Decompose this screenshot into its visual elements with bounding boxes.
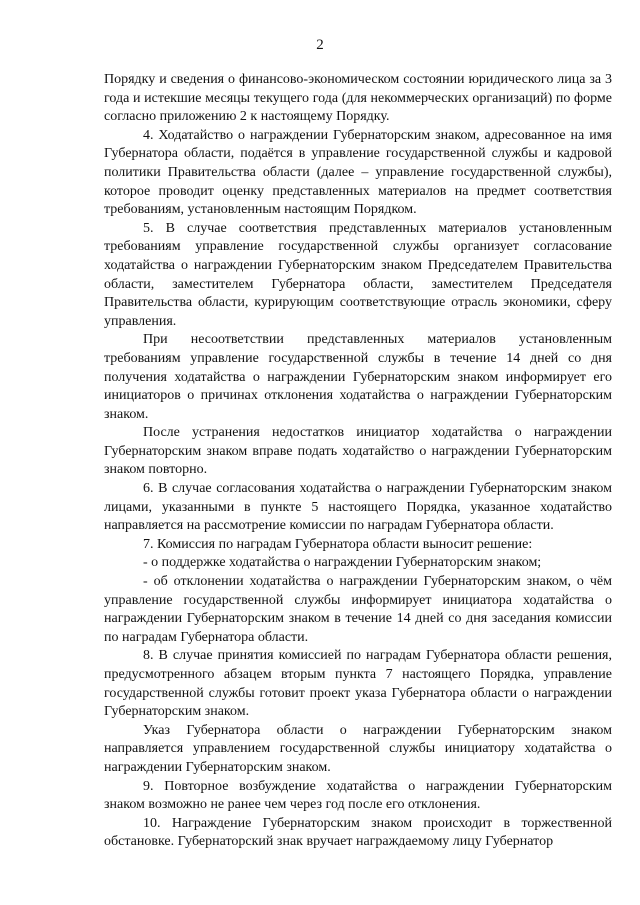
paragraph-item-6: 6. В случае согласования ходатайства о награждении Губернаторским знаком лицами, указанными в пункте 5 настоящего Порядка, указанное ходатайство направляется на рассмотрение комиссии по наградам Губернатора области.	[104, 481, 612, 534]
paragraph-resubmission: После устранения недостатков инициатор ходатайства о награждении Губернаторским знаком вправе подать ходатайство о награждении Губернаторским знаком повторно.	[104, 425, 612, 478]
paragraph-item-4: 4. Ходатайство о награждении Губернаторским знаком, адресованное на имя Губернатора области, подаётся в управление государственной службы и кадровой политики Правительства области (далее – управление государственной службы), которое проводит оценку представленных материалов на предмет соответствия требованиям, установленным настоящим Порядком.	[104, 127, 612, 218]
paragraph-item-7-reject: - об отклонении ходатайства о награждении Губернаторским знаком, о чём управление государственной службы информирует инициатора ходатайства о награждении Губернаторским знаком в течение 14 дней со дня заседания комиссии по наградам Губернатора области.	[104, 574, 612, 645]
paragraph-item-10: 10. Награждение Губернаторским знаком происходит в торжественной обстановке. Губернаторский знак вручает награждаемому лицу Губернатор	[104, 815, 612, 850]
paragraph-noncompliance: При несоответствии представленных материалов установленным требованиям управление государственной службы в течение 14 дней со дня получения ходатайства о награждении Губернаторским знаком информирует его инициаторов о причинах отклонения ходатайства о награждении Губернаторским знаком.	[104, 332, 612, 422]
page-number: 2	[316, 37, 324, 53]
paragraph-continuation: Порядку и сведения о финансово-экономическом состоянии юридического лица за 3 года и истекшие месяцы текущего года (для некоммерческих организаций) по форме согласно приложению 2 к настоящему Порядку.	[104, 72, 612, 125]
paragraph-decree: Указ Губернатора области о награждении Губернаторским знаком направляется управлением государственной службы инициатору ходатайства о награждении Губернаторским знаком.	[104, 722, 612, 775]
paragraph-item-7-support: - о поддержке ходатайства о награждении Губернаторским знаком;	[143, 555, 542, 571]
paragraph-item-5: 5. В случае соответствия представленных материалов установленным требованиям управление государственной службы организует согласование ходатайства о награждении Губернаторским знаком Председателем Правительства области, заместителем Губернатора области, заместителем Председателя Правительства области, курирующим соответствующие отрасль экономики, сферу управления.	[104, 220, 612, 329]
paragraph-item-9: 9. Повторное возбуждение ходатайства о награждении Губернаторским знаком возможно не ранее чем через год после его отклонения.	[104, 778, 612, 813]
paragraph-item-7: 7. Комиссия по наградам Губернатора области выносит решение:	[143, 536, 533, 552]
paragraph-item-8: 8. В случае принятия комиссией по наградам Губернатора области решения, предусмотренного абзацем вторым пункта 7 настоящего Порядка, управление государственной службы готовит проект указа Губернатора области о награждении Губернаторским знаком.	[104, 648, 612, 720]
document-body	[104, 71, 612, 852]
